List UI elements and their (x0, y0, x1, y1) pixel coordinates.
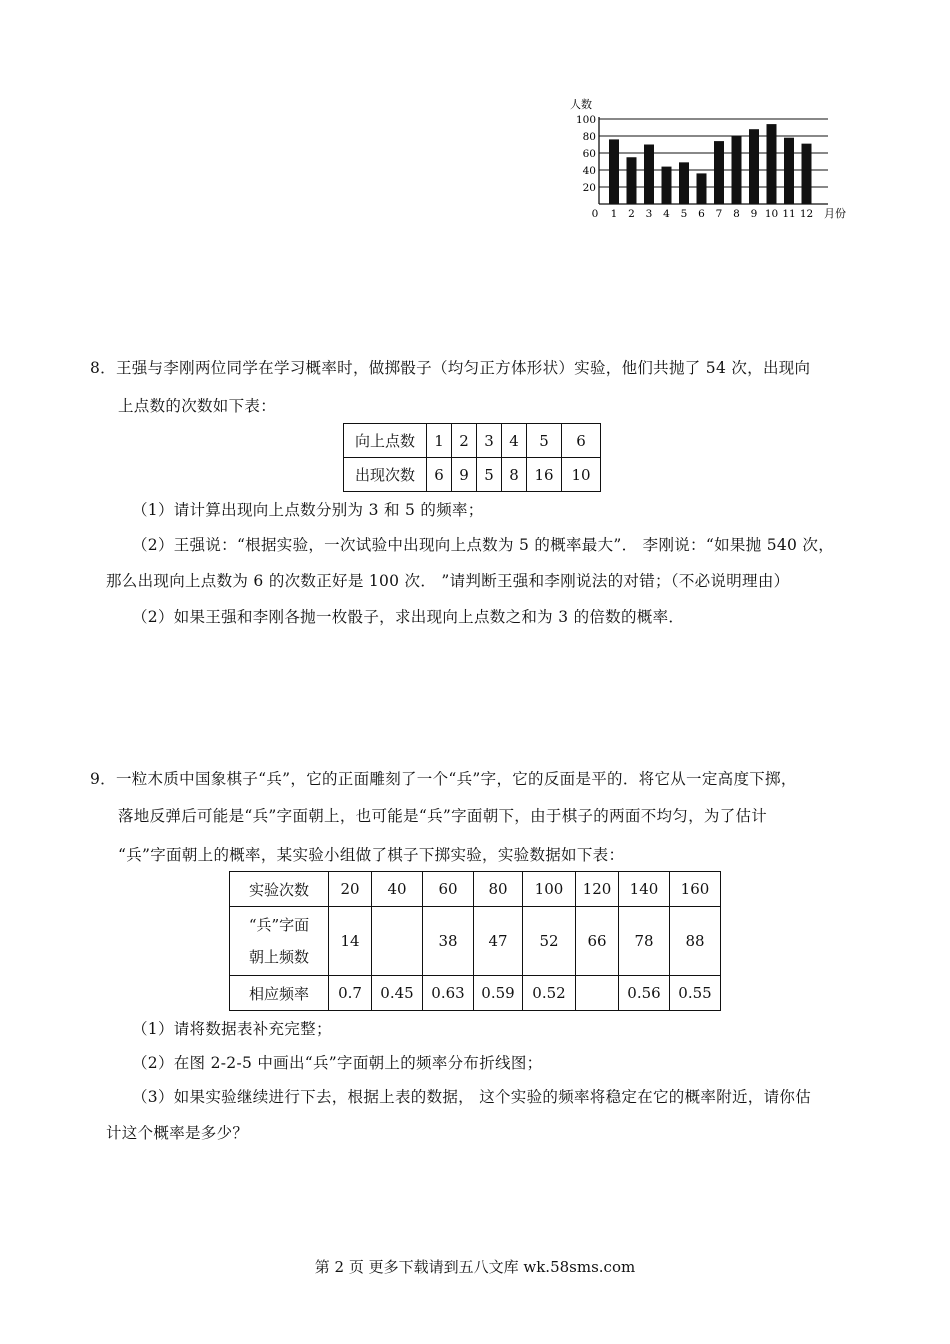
table-cell: 5 (527, 424, 562, 458)
q8-sub2-line2: 那么出现向上点数为 6 的次数正好是 100 次． ”请判断王强和李刚说法的对错；（不必说明理由） (106, 572, 790, 590)
table-cell: 5 (477, 458, 502, 492)
table-row (230, 976, 721, 1011)
q9-sub3-line1: （3）如果实验继续进行下去，根据上表的数据， 这个实验的频率将稳定在它的概率附近，请你估 (132, 1088, 811, 1106)
page-footer: 第 2 页 更多下载请到五八文库 wk.58sms.com (314, 1258, 636, 1276)
bar (714, 141, 724, 204)
table-cell: 14 (329, 907, 372, 976)
x-tick-label: 11 (782, 208, 796, 220)
x-tick-label: 12 (799, 208, 814, 220)
dice-result-table (343, 423, 601, 492)
bar (644, 145, 654, 205)
q9-stem-line1: 9．一粒木质中国象棋子“兵”，它的正面雕刻了一个“兵”字，它的反面是平的．将它从一定高度下掷， (90, 770, 797, 788)
table-cell (576, 976, 619, 1011)
table-cell: 出现次数 (344, 458, 427, 492)
x-tick-label: 1 (610, 208, 618, 220)
x-origin-label: 0 (591, 208, 599, 220)
table-cell (372, 907, 423, 976)
q9-sub3-line2: 计这个概率是多少？ (106, 1124, 249, 1142)
table-cell: 0.55 (670, 976, 721, 1011)
q9-stem-line2: 落地反弹后可能是“兵”字面朝上，也可能是“兵”字面朝下，由于棋子的两面不均匀，为了估计 (118, 807, 768, 825)
bar (732, 136, 742, 204)
x-tick-label: 7 (715, 208, 723, 220)
table-cell: 2 (452, 424, 477, 458)
x-tick-label: 10 (764, 208, 779, 220)
y-tick-label: 60 (582, 148, 596, 160)
x-tick-label: 5 (680, 208, 688, 220)
q8-sub3: （2）如果王强和李刚各抛一枚骰子，求出现向上点数之和为 3 的倍数的概率． (132, 608, 685, 626)
y-tick-label: 100 (575, 114, 596, 126)
q8-stem-line1: 8．王强与李刚两位同学在学习概率时，做掷骰子（均匀正方体形状）实验，他们共抛了 54 次，出现向 (90, 359, 811, 377)
table-cell: 3 (477, 424, 502, 458)
q9-sub1: （1）请将数据表补充完整； (132, 1020, 332, 1038)
table-row (344, 424, 601, 458)
table-cell: 47 (474, 907, 523, 976)
bar (679, 162, 689, 204)
table-cell: 0.56 (619, 976, 670, 1011)
table-cell: 80 (474, 872, 523, 907)
table-row (344, 458, 601, 492)
y-axis-label: 人数 (570, 98, 592, 111)
monthly-people-bar-chart (566, 95, 856, 225)
table-cell: 0.45 (372, 976, 423, 1011)
table-cell: 4 (502, 424, 527, 458)
q8-sub1: （1）请计算出现向上点数分别为 3 和 5 的频率； (132, 501, 484, 519)
table-cell: 160 (670, 872, 721, 907)
row-label-line2: 朝上频数 (248, 948, 309, 966)
table-cell: 实验次数 (230, 872, 329, 907)
table-cell: 相应频率 (230, 976, 329, 1011)
table-cell: 52 (523, 907, 576, 976)
table-cell: 88 (670, 907, 721, 976)
table-cell: 9 (452, 458, 477, 492)
bar (627, 157, 637, 204)
bar (784, 138, 794, 204)
x-tick-label: 4 (663, 208, 670, 220)
table-cell: 140 (619, 872, 670, 907)
q9-sub2: （2）在图 2-2-5 中画出“兵”字面朝上的频率分布折线图； (132, 1054, 543, 1072)
bar (697, 173, 707, 204)
table-cell: 8 (502, 458, 527, 492)
table-cell: 6 (427, 458, 452, 492)
table-cell: 16 (527, 458, 562, 492)
table-cell (230, 907, 329, 976)
x-tick-label: 2 (628, 208, 635, 220)
table-cell: 20 (329, 872, 372, 907)
bar (767, 124, 777, 204)
y-tick-label: 20 (582, 182, 596, 194)
table-cell: 向上点数 (344, 424, 427, 458)
bar (662, 167, 672, 204)
table-row (230, 872, 721, 907)
table-cell: 100 (523, 872, 576, 907)
table-cell: 0.52 (523, 976, 576, 1011)
bar (749, 129, 759, 204)
table-cell: 6 (562, 424, 601, 458)
chess-drop-table (229, 871, 721, 1011)
table-cell: 0.63 (423, 976, 474, 1011)
q9-stem-line3: “兵”字面朝上的概率，某实验小组做了棋子下掷实验，实验数据如下表： (118, 846, 625, 864)
row-label-line1: “兵”字面 (248, 916, 310, 934)
table-cell: 78 (619, 907, 670, 976)
y-tick-label: 80 (582, 131, 596, 143)
x-axis-label: 月份 (824, 207, 846, 220)
table-cell: 38 (423, 907, 474, 976)
table-cell: 0.59 (474, 976, 523, 1011)
bar (609, 139, 619, 204)
x-tick-label: 6 (698, 208, 705, 220)
table-cell: 1 (427, 424, 452, 458)
table-cell: 10 (562, 458, 601, 492)
q8-stem-line2: 上点数的次数如下表： (118, 397, 277, 415)
y-tick-label: 40 (582, 165, 596, 177)
x-tick-label: 3 (645, 208, 653, 220)
table-cell: 66 (576, 907, 619, 976)
q8-sub2-line1: （2）王强说：“根据实验，一次试验中出现向上点数为 5 的概率最大”． 李刚说：“如果抛 540 次， (132, 536, 835, 554)
x-tick-label: 8 (733, 208, 740, 220)
table-cell: 0.7 (329, 976, 372, 1011)
table-cell: 40 (372, 872, 423, 907)
table-row (230, 907, 721, 976)
table-cell: 120 (576, 872, 619, 907)
bar (802, 144, 812, 204)
table-cell: 60 (423, 872, 474, 907)
x-tick-label: 9 (750, 208, 758, 220)
